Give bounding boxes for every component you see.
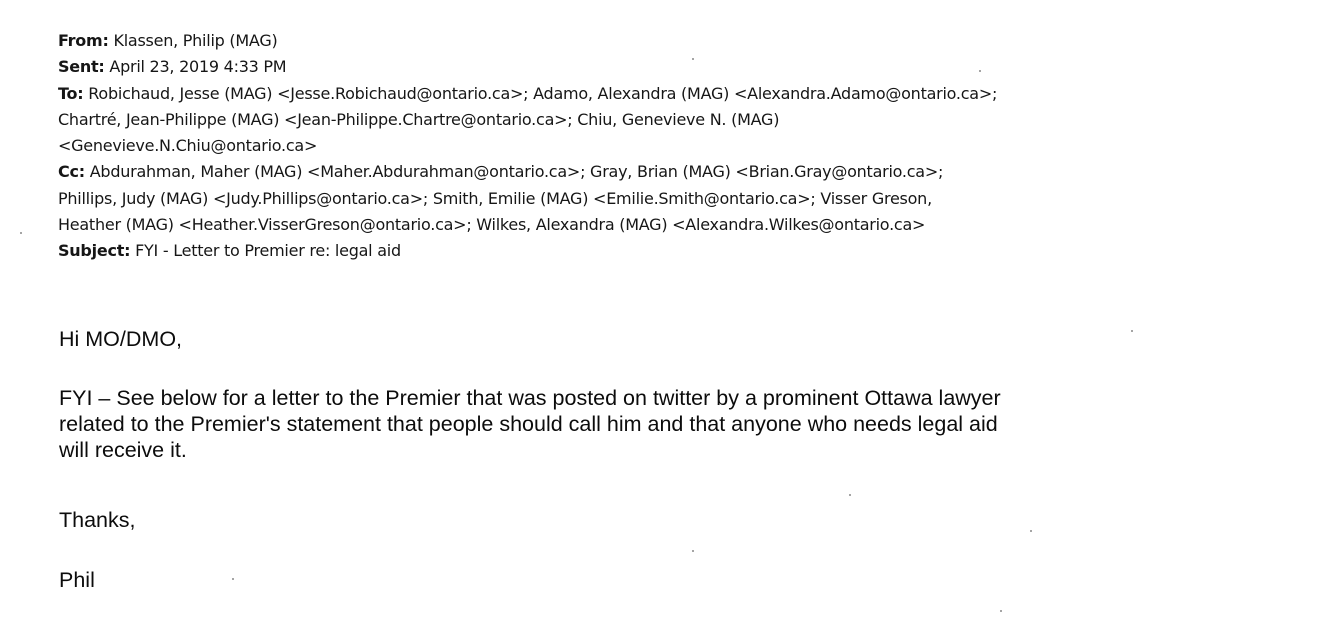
scan-speck (1000, 610, 1002, 612)
from-line (58, 28, 1298, 54)
scan-speck (232, 578, 234, 580)
scan-speck (979, 70, 981, 72)
from-value: Klassen, Philip (MAG) (108, 31, 278, 50)
to-recipients-line: Chartré, Jean-Philippe (MAG) <Jean-Philippe.Chartre@ontario.ca>; Chiu, Genevieve N. (MAG) (58, 109, 780, 129)
to-line (58, 81, 1298, 107)
to-recipients-line: <Genevieve.N.Chiu@ontario.ca> (58, 136, 318, 156)
scan-speck (849, 494, 851, 496)
signature: Phil (59, 568, 95, 592)
sent-value: April 23, 2019 4:33 PM (104, 57, 287, 77)
sent-label: Sent: (58, 57, 105, 77)
from-label: From: (58, 31, 109, 50)
subject-line (58, 238, 1298, 264)
cc-recipients-line: Phillips, Judy (MAG) <Judy.Phillips@ontario.ca>; Smith, Emilie (MAG) <Emilie.Smith@ontario.ca>; Visser Greson, (58, 188, 932, 208)
to-label: To: (58, 83, 84, 103)
scan-speck (692, 58, 694, 60)
scan-speck (692, 550, 694, 552)
scan-speck (20, 232, 22, 234)
scan-speck (1131, 330, 1133, 332)
cc-recipients-line: Heather (MAG) <Heather.VisserGreson@ontario.ca>; Wilkes, Alexandra (MAG) <Alexandra.Wilkes@ontario.ca> (58, 215, 926, 235)
scan-speck (1030, 530, 1032, 532)
body-paragraph-line: will receive it. (59, 438, 187, 462)
cc-recipients-line: Abdurahman, Maher (MAG) <Maher.Abdurahman@ontario.ca>; Gray, Brian (MAG) <Brian.Gray@ontario.ca>; (84, 162, 944, 182)
sent-line (58, 54, 1298, 80)
cc-label: Cc: (58, 162, 85, 182)
body-paragraph-line: FYI – See below for a letter to the Premier that was posted on twitter by a prominent Ottawa lawyer (59, 386, 1001, 410)
cc-line (58, 159, 1298, 185)
email-header (58, 28, 1298, 265)
subject-label: Subject: (58, 241, 131, 261)
body-paragraph-line: related to the Premier's statement that people should call him and that anyone who needs legal aid (59, 412, 998, 436)
closing: Thanks, (59, 508, 136, 532)
body-paragraph (59, 385, 1001, 463)
subject-value: FYI - Letter to Premier re: legal aid (130, 241, 401, 261)
greeting: Hi MO/DMO, (59, 327, 183, 351)
to-recipients-line: Robichaud, Jesse (MAG) <Jesse.Robichaud@ontario.ca>; Adamo, Alexandra (MAG) <Alexandra.Adamo@ontario.ca>; (83, 83, 998, 103)
